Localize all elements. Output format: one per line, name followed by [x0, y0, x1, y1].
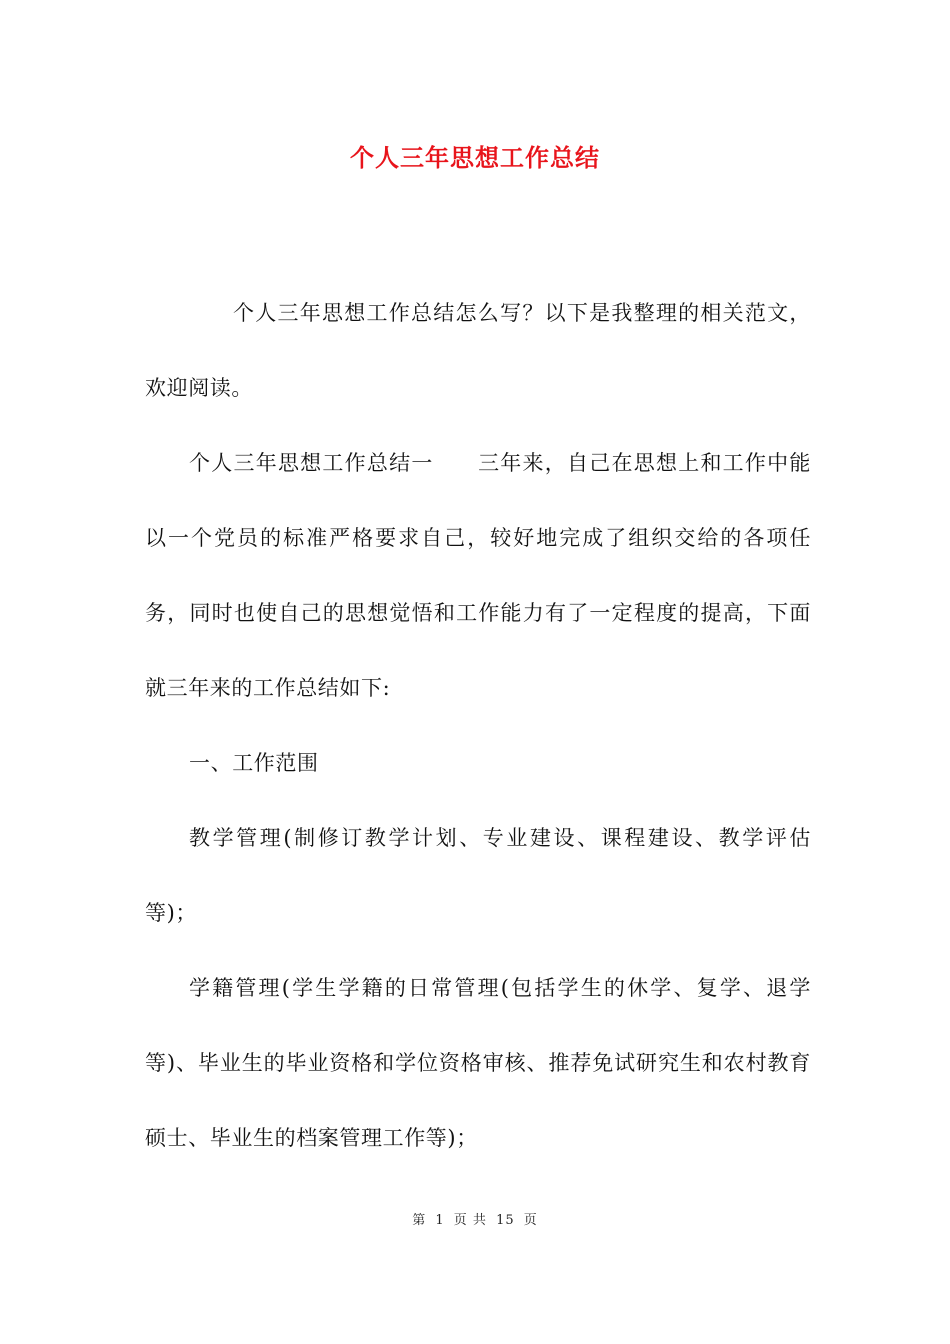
page-footer — [0, 1209, 950, 1228]
teaching-management-paragraph: 教学管理(制修订教学计划、专业建设、课程建设、教学评估等)； — [145, 826, 811, 925]
footer-suffix: 页 — [523, 1213, 538, 1228]
section-heading: 一、工作范围 — [189, 751, 319, 775]
footer-total-pages: 15 — [496, 1213, 515, 1228]
document-body — [145, 276, 811, 1176]
footer-page-number: 1 — [435, 1213, 445, 1228]
footer-middle: 页 共 — [453, 1213, 487, 1228]
footer-prefix: 第 — [412, 1213, 427, 1228]
student-records-paragraph: 学籍管理(学生学籍的日常管理(包括学生的休学、复学、退学等)、毕业生的毕业资格和学位资格审核、推荐免试研究生和农村教育硕士、毕业生的档案管理工作等)； — [145, 976, 811, 1150]
summary-paragraph: 个人三年思想工作总结一 三年来，自己在思想上和工作中能以一个党员的标准严格要求自己，较好地完成了组织交给的各项任务，同时也使自己的思想觉悟和工作能力有了一定程度的提高，下面就三年来的工作总结如下: — [145, 451, 811, 700]
document-title: 个人三年思想工作总结 — [350, 143, 600, 172]
intro-paragraph: 个人三年思想工作总结怎么写？以下是我整理的相关范文，欢迎阅读。 — [145, 301, 811, 400]
